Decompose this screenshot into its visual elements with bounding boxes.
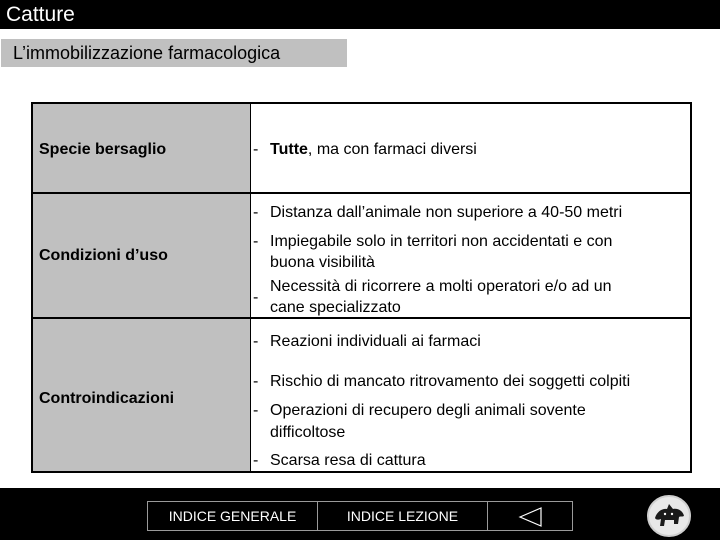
item-text: , ma con farmaci diversi [307,141,477,158]
row-divider [33,192,690,194]
condizioni-item-continued: buona visibilità [270,254,375,271]
bottom-nav-bar [0,488,720,540]
section-subtitle: L’immobilizzazione farmacologica [13,43,281,63]
bullet-dash: - [253,289,259,306]
controindicazioni-item: Operazioni di recupero degli animali sovente [270,402,586,419]
row-label-specie: Specie bersaglio [39,141,167,158]
controindicazioni-item: Scarsa resa di cattura [270,452,426,469]
row-item-specie [270,139,477,160]
condizioni-item: Distanza dall’animale non superiore a 40-50 metri [270,204,623,221]
info-table [31,102,692,473]
lesson-index-button[interactable]: INDICE LEZIONE [346,508,459,524]
condizioni-item: Necessità di ricorrere a molti operatori e/o ad un [270,278,612,295]
general-index-button[interactable]: INDICE GENERALE [168,508,297,524]
row-label-controindicazioni: Controindicazioni [39,390,175,407]
triangle-left-icon [488,504,572,530]
bullet-dash: - [253,141,259,158]
bullet-dash: - [253,333,259,350]
controindicazioni-item: Rischio di mancato ritrovamento dei soggetti colpiti [270,373,631,390]
bullet-dash: - [253,204,259,221]
nav-button-group [147,501,573,531]
bullet-dash: - [253,233,259,250]
controindicazioni-item-continued: difficoltose [270,424,346,441]
row-label-condizioni: Condizioni d’uso [39,247,168,264]
bullet-dash: - [253,373,259,390]
section-subtitle-box [1,39,347,67]
emphasis-text: Tutte [270,141,308,158]
controindicazioni-item: Reazioni individuali ai farmaci [270,333,481,350]
title-bar [0,0,720,29]
bullet-dash: - [253,402,259,419]
back-button[interactable] [488,504,572,530]
condizioni-item-continued: cane specializzato [270,299,401,316]
animal-logo-icon [645,494,693,538]
page-title: Catture [6,3,75,26]
bullet-dash: - [253,452,259,469]
condizioni-item: Impiegabile solo in territori non accidentati e con [270,233,613,250]
